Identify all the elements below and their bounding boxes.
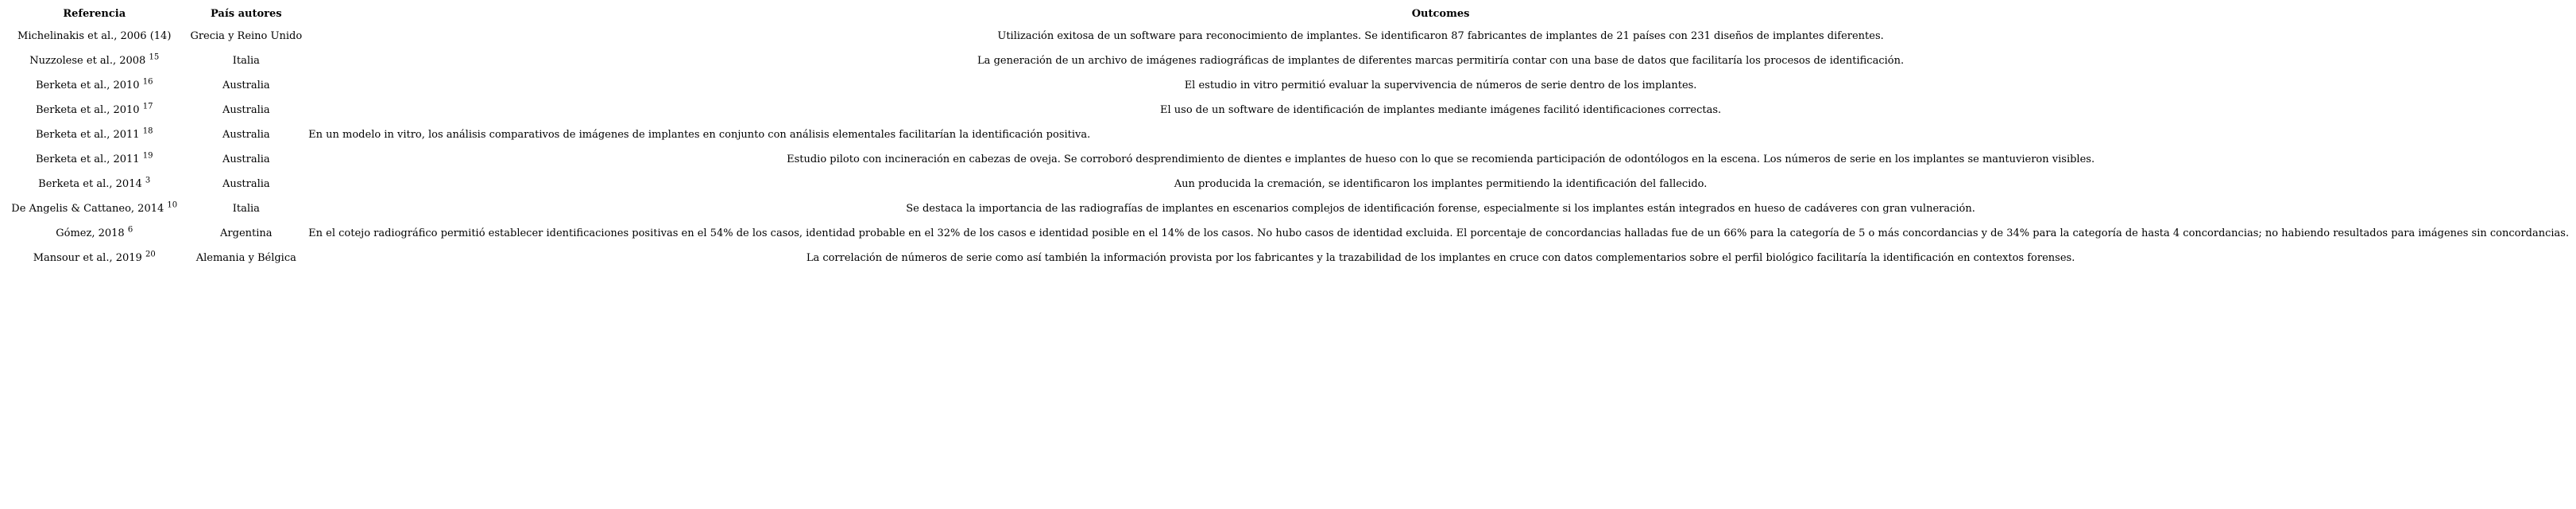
outcome-cell: Estudio piloto con incineración en cabezas de oveja. Se corroboró desprendimiento de dientes e implantes de hueso con lo que se recomienda participación de odontólogos en la escena. Los números de serie en los implantes se mantuvieron visibles.: [787, 153, 2095, 165]
reference-cell: [2, 73, 187, 98]
table-row: [2, 172, 2576, 196]
table-row: [2, 24, 2576, 49]
outcome-cell: Aun producida la cremación, se identificaron los implantes permitiendo la identificación del fallecido.: [1174, 178, 1708, 190]
header-outcomes: Outcomes: [1411, 7, 1470, 20]
header-reference: Referencia: [63, 7, 126, 20]
table-row: [2, 49, 2576, 73]
reference-text: Berketa et al., 2010: [36, 104, 140, 116]
table-header: [2, 3, 2576, 24]
country-cell: Alemania y Bélgica: [195, 252, 296, 264]
header-row: [2, 3, 2576, 24]
reference-number: 19: [142, 151, 153, 161]
reference-cell: [2, 196, 187, 221]
reference-text: Berketa et al., 2014: [38, 178, 142, 190]
country-cell: Grecia y Reino Unido: [190, 30, 303, 42]
outcome-cell: El uso de un software de identificación de implantes mediante imágenes facilitó identificaciones correctas.: [1160, 104, 1722, 116]
reference-number: 15: [149, 52, 160, 62]
table-row: [2, 246, 2576, 270]
reference-number: 16: [142, 77, 153, 87]
outcome-cell: En el cotejo radiográfico permitió establecer identificaciones positivas en el 54% de los casos, identidad probable en el 32% de los casos e identidad posible en el 14% de los casos. No hubo casos de identidad excluida. El porcentaje de concordancias halladas fue de un 66% para la categoría de 5 o más concordancias y de 34% para la categoría de hasta 4 concordancias; no habiendo resultados para imágenes sin concordancias.: [308, 227, 2570, 239]
reference-text: Nuzzolese et al., 2008: [29, 55, 146, 67]
table-row: [2, 147, 2576, 172]
reference-cell: [2, 122, 187, 147]
reference-number: 18: [142, 126, 153, 136]
country-cell: Argentina: [220, 227, 273, 239]
country-cell: Italia: [232, 55, 260, 67]
table-row: [2, 73, 2576, 98]
table-row: [2, 221, 2576, 246]
reference-text: Berketa et al., 2010: [36, 80, 140, 91]
country-cell: Australia: [222, 80, 270, 91]
table-row: [2, 122, 2576, 147]
reference-number: 6: [127, 225, 133, 235]
country-cell: Australia: [222, 129, 270, 141]
table-row: [2, 196, 2576, 221]
reference-text: Michelinakis et al., 2006 (14): [17, 30, 172, 42]
reference-cell: [2, 49, 187, 73]
reference-cell: [2, 221, 187, 246]
reference-text: Gómez, 2018: [56, 227, 125, 239]
reference-number: 10: [167, 200, 178, 210]
table-body: [2, 24, 2576, 270]
country-cell: Australia: [222, 178, 270, 190]
header-country: País autores: [210, 7, 282, 20]
reference-cell: [2, 172, 187, 196]
country-cell: Australia: [222, 104, 270, 116]
reference-cell: [2, 24, 187, 49]
reference-text: Mansour et al., 2019: [33, 252, 142, 264]
outcome-cell: Se destaca la importancia de las radiografías de implantes en escenarios complejos de identificación forense, especialmente si los implantes están integrados en hueso de cadáveres con gran vulneración.: [906, 203, 1975, 215]
reference-number: 20: [145, 250, 156, 259]
reference-cell: [2, 246, 187, 270]
outcome-cell: La correlación de números de serie como así también la información provista por los fabricantes y la trazabilidad de los implantes en cruce con datos complementarios sobre el perfil biológico facilitaría la identificación en contextos forenses.: [806, 252, 2075, 264]
outcome-cell: En un modelo in vitro, los análisis comparativos de imágenes de implantes en conjunto con análisis elementales facilitarían la identificación positiva.: [308, 129, 1091, 141]
country-cell: Italia: [232, 203, 260, 215]
reference-text: Berketa et al., 2011: [36, 153, 140, 165]
references-table: [2, 3, 2576, 270]
outcome-cell: Utilización exitosa de un software para reconocimiento de implantes. Se identificaron 87 fabricantes de implantes de 21 países con 231 diseños de implantes diferentes.: [997, 30, 1884, 42]
reference-text: De Angelis & Cattaneo, 2014: [11, 203, 164, 215]
reference-number: 3: [145, 176, 151, 185]
reference-cell: [2, 98, 187, 122]
reference-number: 17: [142, 102, 153, 111]
reference-text: Berketa et al., 2011: [36, 129, 140, 141]
country-cell: Australia: [222, 153, 270, 165]
reference-cell: [2, 147, 187, 172]
outcome-cell: El estudio in vitro permitió evaluar la supervivencia de números de serie dentro de los implantes.: [1184, 80, 1697, 91]
table-row: [2, 98, 2576, 122]
outcome-cell: La generación de un archivo de imágenes radiográficas de implantes de diferentes marcas permitiría contar con una base de datos que facilitaría los procesos de identificación.: [977, 55, 1905, 67]
